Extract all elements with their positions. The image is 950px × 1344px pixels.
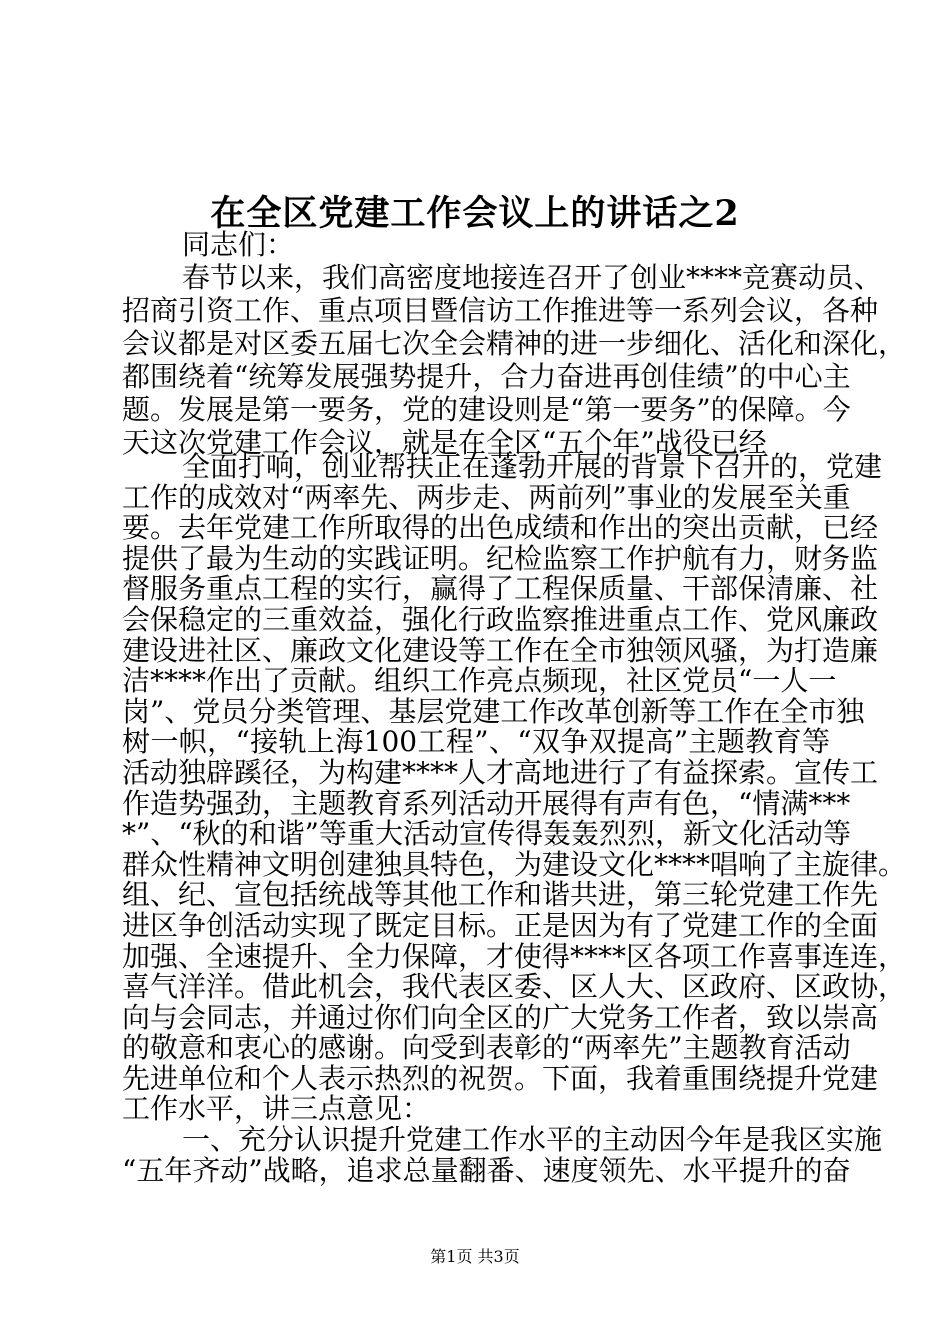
text-line: 的敬意和衷心的感谢。向受到表彰的“两率先”主题教育活动	[122, 1031, 851, 1065]
text-line: 作造势强劲，主题教育系列活动开展得有声有色，“情满***	[122, 786, 851, 820]
text-line: 加强、全速提升、全力保障，才使得****区各项工作喜事连连，	[122, 939, 907, 973]
text-line: 题。发展是第一要务，党的建设则是“第一要务”的保障。今	[122, 393, 851, 426]
text-line: 洁****作出了贡献。组织工作亮点频现，社区党员“一人一	[122, 664, 837, 698]
text-line: 群众性精神文明创建独具特色，为建设文化****唱响了主旋律。	[122, 847, 907, 881]
text-line: 天这次党建工作会议，就是在全区“五个年”战役已经	[122, 426, 767, 459]
text-line: 都围绕着“统筹发展强势提升，合力奋进再创佳绩”的中心主	[122, 360, 851, 393]
page-footer: 第1页 共3页	[430, 1247, 520, 1266]
text-line: 同志们：	[182, 228, 295, 261]
text-line: 组、纪、宣包括统战等其他工作和谐共进，第三轮党建工作先	[122, 878, 879, 912]
text-line: 岗”、党员分类管理、基层党建工作改革创新等工作在全市独	[122, 694, 865, 728]
text-line: 招商引资工作、重点项目暨信访工作推进等一系列会议，各种	[122, 294, 879, 327]
text-line: 活动独辟蹊径，为构建****人才高地进行了有益探索。宣传工	[122, 755, 879, 789]
text-line: 要。去年党建工作所取得的出色成绩和作出的突出贡献，已经	[122, 511, 879, 545]
text-line: 建设进社区、廉政文化建设等工作在全市独领风骚，为打造廉	[122, 633, 879, 667]
text-line: 一、充分认识提升党建工作水平的主动因今年是我区实施	[182, 1123, 883, 1157]
document-title: 在全区党建工作会议上的讲话之2	[210, 193, 740, 234]
text-line: *”、“秋的和谐”等重大活动宣传得轰轰烈烈，新文化活动等	[122, 817, 851, 851]
text-line: 提供了最为生动的实践证明。纪检监察工作护航有力，财务监	[122, 541, 879, 575]
text-line: 喜气洋洋。借此机会，我代表区委、区人大、区政府、区政协，	[122, 970, 907, 1004]
text-line: 工作水平，讲三点意见：	[122, 1092, 431, 1126]
text-line: 会保稳定的三重效益，强化行政监察推进重点工作、党风廉政	[122, 602, 879, 636]
text-line: “五年齐动”战略，追求总量翻番、速度领先、水平提升的奋	[122, 1153, 851, 1187]
text-line: 进区争创活动实现了既定目标。正是因为有了党建工作的全面	[122, 908, 879, 942]
text-line: 会议都是对区委五届七次全会精神的进一步细化、活化和深化，	[122, 327, 907, 360]
text-line: 工作的成效对“两率先、两步走、两前列”事业的发展至关重	[122, 480, 851, 514]
text-line: 先进单位和个人表示热烈的祝贺。下面，我着重围绕提升党建	[122, 1061, 879, 1095]
text-line: 树一帜，“接轨上海100工程”、“双争双提高”主题教育等	[122, 725, 830, 759]
text-line: 春节以来，我们高密度地接连召开了创业****竞赛动员、	[182, 261, 883, 294]
text-line: 向与会同志，并通过你们向全区的广大党务工作者，致以崇高	[122, 1000, 879, 1034]
text-line: 全面打响，创业帮扶正在蓬勃开展的背景下召开的，党建	[182, 450, 883, 483]
body-text-part-2	[122, 450, 907, 1187]
text-line: 督服务重点工程的实行，赢得了工程保质量、干部保清廉、社	[122, 572, 879, 606]
body-text-part-1	[122, 228, 907, 459]
